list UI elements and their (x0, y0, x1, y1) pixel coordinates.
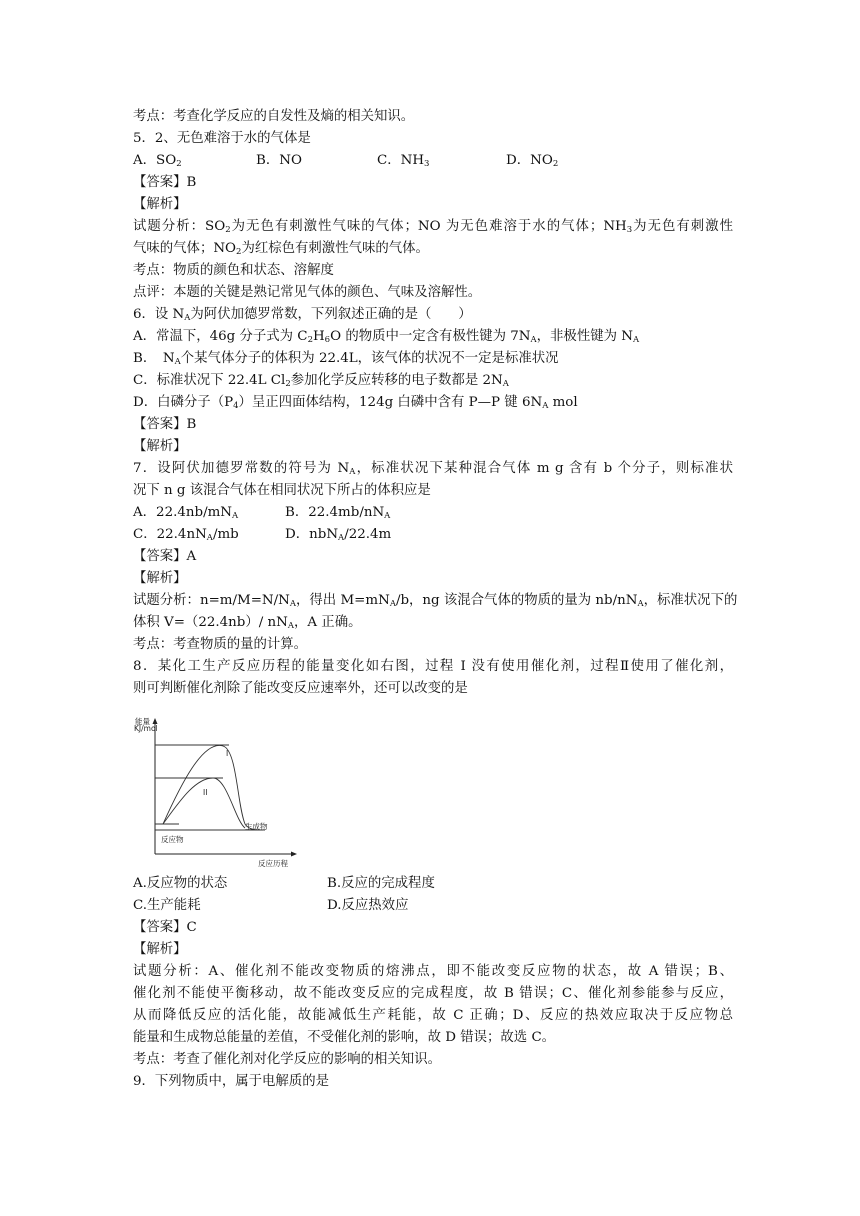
q8-analysis-line-3: 从而降低反应的活化能，故能减低生产耗能，故 C 正确；D、反应的热效应取决于反应物总 (133, 1008, 733, 1023)
q8-stem-line-2: 则可判断催化剂除了能改变反应速率外，还可以改变的是 (133, 681, 468, 696)
q5-option-d: D．$NO_2$ (506, 153, 559, 169)
q6-option-b: B． $N_A$个某气体分子的体积为 22.4L，该气体的状况不一定是标准状况 (133, 351, 559, 367)
q7-analysis-heading: 【解析】 (133, 571, 187, 586)
figure-curve-1-label: I (226, 749, 229, 758)
q8-option-a: A.反应物的状态 (133, 876, 228, 891)
q6-option-c: C．标准状况下 22.4L $Cl_2$参加化学反应转移的电子数都是 $2N_A$ (133, 373, 509, 389)
q5-stem: 5．2、无色难溶于水的气体是 (133, 131, 311, 146)
q5-option-b: B．NO (256, 153, 302, 168)
q6-option-a: A．常温下，46g 分子式为 $C_2H_6O$ 的物质中一定含有极性键为 $7N_A$，非极性键为 $N_A$ (133, 329, 640, 345)
q8-option-c: C.生产能耗 (133, 898, 201, 913)
q7-option-c: C．$22.4nN_A/mb$ (133, 527, 239, 543)
q8-stem-line-1: 8．某化工生产反应历程的能量变化如右图，过程 I 没有使用催化剂，过程Ⅱ使用了催化剂， (133, 659, 733, 674)
q5-answer: 【答案】B (133, 175, 197, 190)
q6-answer: 【答案】B (133, 417, 197, 432)
q8-analysis-line-1: 试题分析：A、催化剂不能改变物质的熔沸点，即不能改变反应物的状态，故 A 错误；B、 (133, 964, 733, 979)
q5-options (133, 150, 733, 172)
energy-diagram (133, 712, 301, 872)
q8-analysis-line-4: 能量和生成物总能量的差值，不受催化剂的影响，故 D 错误；故选 C。 (133, 1030, 556, 1045)
q8-analysis-heading: 【解析】 (133, 942, 187, 957)
q8-options-row-1 (133, 873, 733, 895)
q7-kaodian: 考点：考查物质的量的计算。 (133, 637, 308, 652)
q6-analysis-heading: 【解析】 (133, 439, 187, 454)
q5-option-a: A．$SO_2$ (133, 153, 182, 169)
q5-analysis-line-2: 气味的气体；$NO_2$为红棕色有刺激性气味的气体。 (133, 241, 429, 257)
q7-option-b: B．$22.4mb/nN_A$ (285, 505, 391, 521)
q5-kaodian: 考点：物质的颜色和状态、溶解度 (133, 263, 334, 278)
figure-curve-2-label: II (203, 788, 208, 797)
q9-stem: 9．下列物质中，属于电解质的是 (133, 1074, 329, 1089)
q7-options-row-2 (133, 524, 733, 546)
q7-analysis-line-2: 体积 V=（22.4nb）/ $nN_A$，A 正确。 (133, 615, 362, 631)
figure-ylabel-1: 能量 (135, 717, 150, 726)
q7-analysis-line-1: 试题分析：$n=m/M=N/N_A$，得出 $M=mN_A/b$，ng 该混合气体的物质的量为 $nb/nN_A$，标准状况下的 (133, 593, 738, 609)
q8-option-b: B.反应的完成程度 (327, 876, 435, 891)
q8-option-d: D.反应热效应 (327, 898, 409, 913)
q8-analysis-line-2: 催化剂不能使平衡移动，故不能改变反应的完成程度，故 B 错误；C、催化剂参能参与反应， (133, 986, 733, 1001)
q4-kaodian: 考点：考查化学反应的自发性及熵的相关知识。 (133, 109, 415, 124)
energy-diagram-svg (133, 712, 301, 872)
q8-options-row-2 (133, 895, 733, 917)
q7-answer: 【答案】A (133, 549, 197, 564)
q7-option-d: D．nbN$_A$/22.4m (285, 527, 392, 543)
q7-stem-line-2: 况下 n g 该混合气体在相同状况下所占的体积应是 (133, 483, 431, 498)
figure-reactant-label: 反应物 (161, 835, 184, 844)
q7-options-row-1 (133, 502, 733, 524)
q5-dianping: 点评：本题的关键是熟记常见气体的颜色、气味及溶解性。 (133, 285, 482, 300)
figure-xlabel: 反应历程 (258, 859, 288, 868)
q5-option-c: C．$NH_3$ (377, 153, 430, 169)
q8-kaodian: 考点：考查了催化剂对化学反应的影响的相关知识。 (133, 1052, 441, 1067)
q6-option-d: D．白磷分子$(P_4)$呈正四面体结构，124g 白磷中含有 P—P 键 $6N_A$ mol (133, 395, 578, 411)
figure-ylabel-2: KJ/mol (134, 724, 158, 733)
figure-product-label: 生成物 (245, 822, 268, 831)
q6-stem: 6．设 $N_A$为阿伏加德罗常数，下列叙述正确的是（ ） (133, 307, 472, 323)
q7-option-a: A．$22.4nb/mN_A$ (133, 505, 239, 521)
q8-answer: 【答案】C (133, 920, 197, 935)
q5-analysis-heading: 【解析】 (133, 197, 187, 212)
q5-analysis-line-1: 试题分析：$SO_2$为无色有刺激性气味的气体；NO 为无色难溶于水的气体；$NH_3$为无色有刺激性 (133, 219, 733, 235)
q7-stem-line-1: 7．设阿伏加德罗常数的符号为 $N_A$，标准状况下某种混合气体 m g 含有 b 个分子，则标准状 (133, 461, 733, 477)
